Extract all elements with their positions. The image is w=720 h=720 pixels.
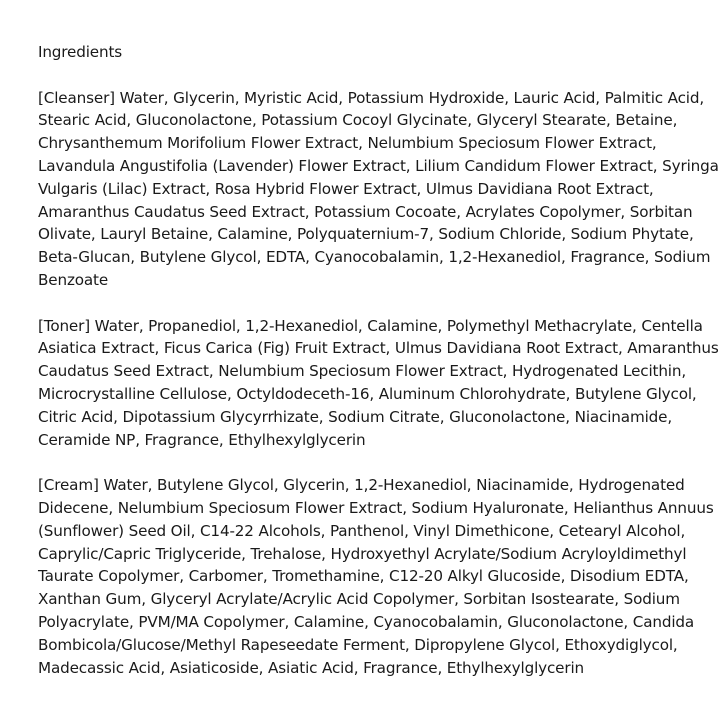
- text-line: Bombicola/Glucose/Methyl Rapeseedate Ferment, Dipropylene Glycol, Ethoxydiglycol,: [38, 635, 678, 654]
- text-line: Taurate Copolymer, Carbomer, Tromethamine, C12-20 Alkyl Glucoside, Disodium EDTA,: [38, 567, 689, 586]
- text-line: Caudatus Seed Extract, Nelumbium Speciosum Flower Extract, Hydrogenated Lecithin,: [38, 362, 687, 381]
- text-line: Benzoate: [38, 270, 109, 289]
- cleanser-ingredients: [38, 87, 719, 292]
- text-line: [Cleanser] Water, Glycerin, Myristic Acid, Potassium Hydroxide, Lauric Acid, Palmitic Acid,: [38, 88, 705, 107]
- text-line: Stearic Acid, Gluconolactone, Potassium Cocoyl Glycinate, Glyceryl Stearate, Betaine,: [38, 111, 678, 130]
- text-line: Lavandula Angustifolia (Lavender) Flower Extract, Lilium Candidum Flower Extract, Syringa: [38, 156, 719, 175]
- text-line: [Cream] Water, Butylene Glycol, Glycerin, 1,2-Hexanediol, Niacinamide, Hydrogenated: [38, 476, 685, 495]
- text-line: Polyacrylate, PVM/MA Copolymer, Calamine, Cyanocobalamin, Gluconolactone, Candida: [38, 612, 695, 631]
- text-line: Xanthan Gum, Glyceryl Acrylate/Acrylic Acid Copolymer, Sorbitan Isostearate, Sodium: [38, 590, 680, 609]
- text-line: Asiatica Extract, Ficus Carica (Fig) Fruit Extract, Ulmus Davidiana Root Extract, Amaranthus: [38, 339, 719, 358]
- text-line: Microcrystalline Cellulose, Octyldodeceth-16, Aluminum Chlorohydrate, Butylene Glycol,: [38, 384, 697, 403]
- page-title: Ingredients: [38, 43, 123, 61]
- text-line: (Sunflower) Seed Oil, C14-22 Alcohols, Panthenol, Vinyl Dimethicone, Cetearyl Alcohol,: [38, 521, 686, 540]
- text-line: Ceramide NP, Fragrance, Ethylhexylglycerin: [38, 430, 366, 449]
- toner-ingredients: [38, 315, 719, 452]
- text-line: Olivate, Lauryl Betaine, Calamine, Polyquaternium-7, Sodium Chloride, Sodium Phytate,: [38, 225, 694, 244]
- text-line: Beta-Glucan, Butylene Glycol, EDTA, Cyanocobalamin, 1,2-Hexanediol, Fragrance, Sodium: [38, 248, 711, 267]
- cream-ingredients: [38, 474, 714, 679]
- text-line: Caprylic/Capric Triglyceride, Trehalose, Hydroxyethyl Acrylate/Sodium Acryloyldimethyl: [38, 544, 687, 563]
- text-line: Vulgaris (Lilac) Extract, Rosa Hybrid Flower Extract, Ulmus Davidiana Root Extract,: [38, 179, 654, 198]
- text-line: Didecene, Nelumbium Speciosum Flower Extract, Sodium Hyaluronate, Helianthus Annuus: [38, 498, 714, 517]
- text-line: Chrysanthemum Morifolium Flower Extract, Nelumbium Speciosum Flower Extract,: [38, 134, 657, 153]
- text-line: Amaranthus Caudatus Seed Extract, Potassium Cocoate, Acrylates Copolymer, Sorbitan: [38, 202, 693, 221]
- text-line: Madecassic Acid, Asiaticoside, Asiatic Acid, Fragrance, Ethylhexylglycerin: [38, 658, 585, 677]
- text-line: Citric Acid, Dipotassium Glycyrrhizate, Sodium Citrate, Gluconolactone, Niacinamide,: [38, 407, 673, 426]
- text-line: [Toner] Water, Propanediol, 1,2-Hexanediol, Calamine, Polymethyl Methacrylate, Centella: [38, 316, 703, 335]
